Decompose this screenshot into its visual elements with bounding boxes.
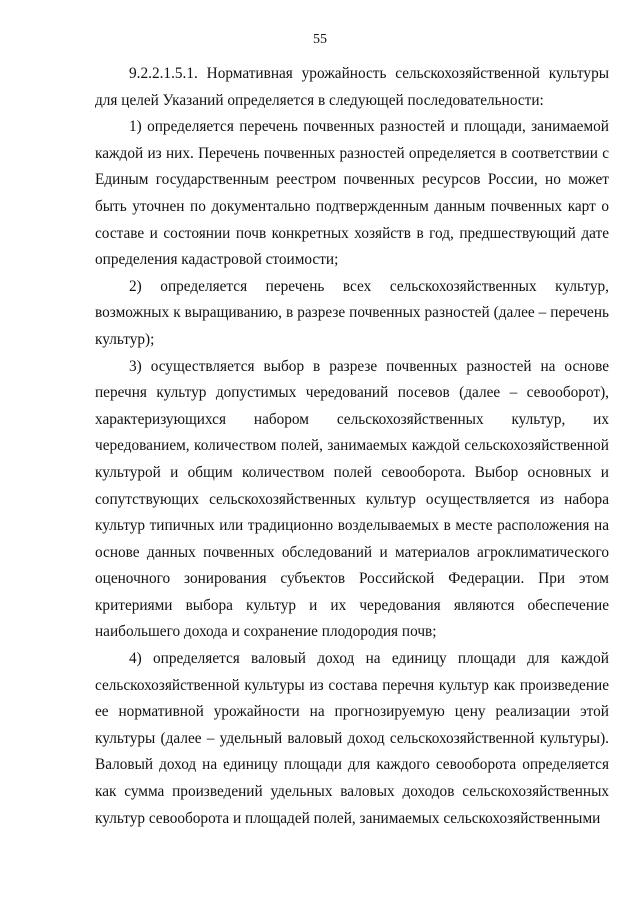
paragraph-item-3: 3) осуществляется выбор в разрезе почвенных разностей на основе перечня культур допустимых чередований посевов (далее – севооборот), характеризующихся набором сельскохозяйственных культур, их чередованием, количеством полей, занимаемых каждой сельскохозяйственной культурой и общим количеством полей севооборота. Выбор основных и сопутствующих сельскохозяйственных культур осуществляется из набора культур типичных или традиционно возделываемых в месте расположения на основе данных почвенных обследований и материалов агроклиматического оценочного зонирования субъектов Российской Федерации. При этом критериями выбора культур и их чередования являются обеспечение наибольшего дохода и сохранение плодородия почв; xyxy=(95,357,609,641)
page-number: 55 xyxy=(313,32,327,47)
paragraph-item-1: 1) определяется перечень почвенных разностей и площади, занимаемой каждой из них. Перечень почвенных разностей определяется в соответствии с Единым государственным реестром почвенных ресурсов России, но может быть уточнен по документально подтвержденным данным почвенных карт о составе и состоянии почв конкретных хозяйств в год, предшествующий дате определения кадастровой стоимости; xyxy=(95,118,609,269)
paragraph-section-heading: 9.2.2.1.5.1. Нормативная урожайность сельскохозяйственной культуры для целей Указаний определяется в следующей последовательности: xyxy=(95,65,609,109)
document-body xyxy=(95,61,609,832)
paragraph-item-4: 4) определяется валовый доход на единицу площади для каждой сельскохозяйственной культуры из состава перечня культур как произведение ее нормативной урожайности на прогнозируемую цену реализации этой культуры (далее – удельный валовый доход сельскохозяйственной культуры). Валовый доход на единицу площади для каждого севооборота определяется как сумма произведений удельных валовых доходов сельскохозяйственных культур севооборота и площадей полей, занимаемых сельскохозяйственными xyxy=(95,650,609,827)
paragraph-item-2: 2) определяется перечень всех сельскохозяйственных культур, возможных к выращиванию, в разрезе почвенных разностей (далее – перечень культур); xyxy=(95,277,609,348)
